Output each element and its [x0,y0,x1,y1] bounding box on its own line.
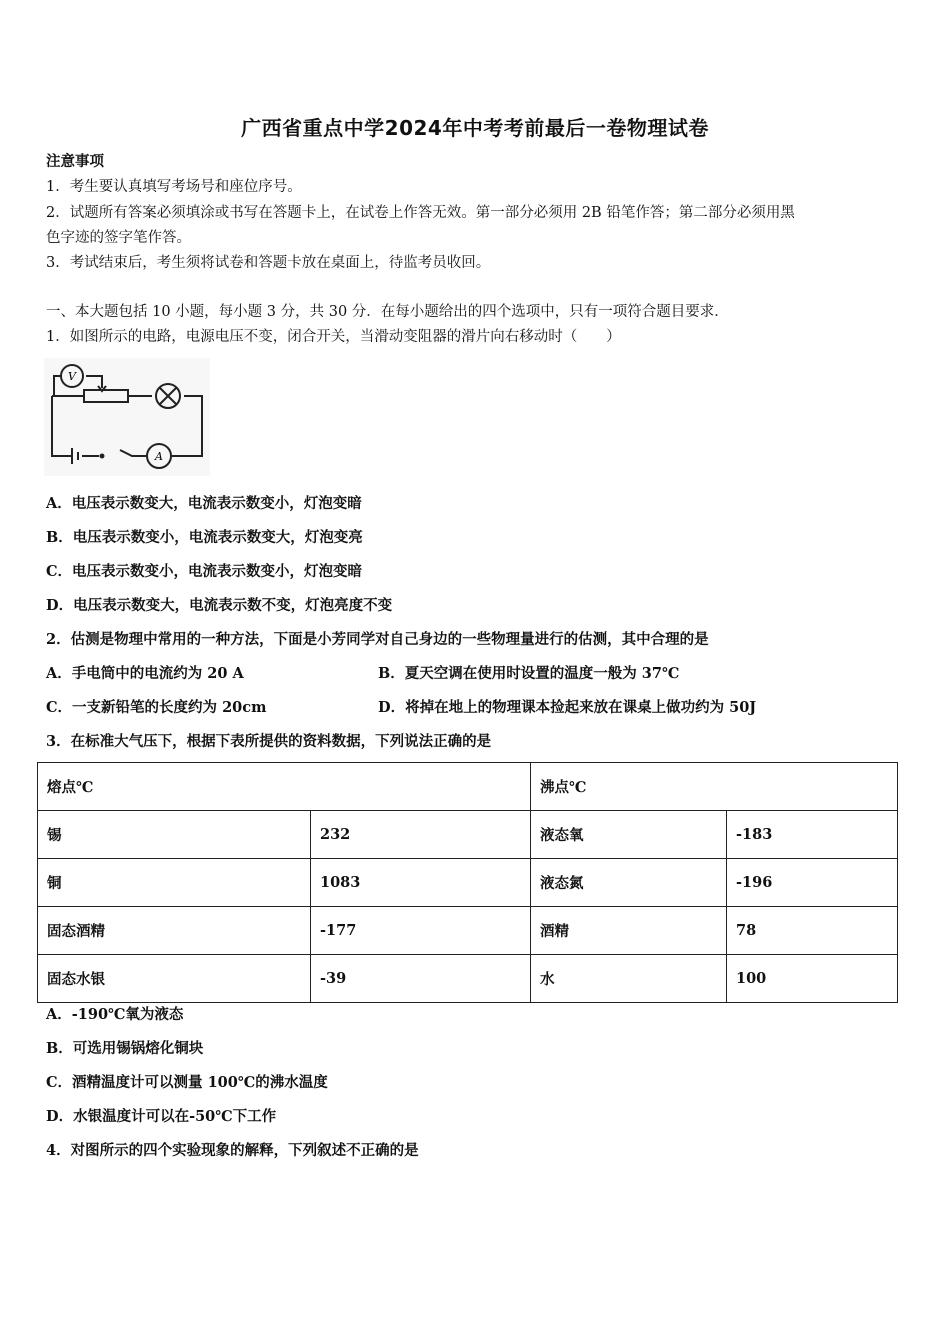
notice-heading: 注意事项 [46,153,104,170]
table-cell: -39 [311,955,531,1003]
question-2-option-d: D．将掉在地上的物理课本捡起来放在课桌上做功约为 50J [378,699,757,716]
question-1-option-d: D．电压表示数变大，电流表示数不变，灯泡亮度不变 [46,597,393,614]
notice-item-1: 1．考生要认真填写考场号和座位序号。 [46,179,302,195]
table-cell: 固态酒精 [38,907,311,955]
question-3-option-d: D．水银温度计可以在-50℃下工作 [46,1108,277,1125]
question-1-option-a: A．电压表示数变大，电流表示数变小，灯泡变暗 [46,495,362,512]
voltmeter-label: V [68,370,76,383]
question-1-option-c: C．电压表示数变小，电流表示数变小，灯泡变暗 [46,563,363,580]
table-row [38,859,898,907]
ammeter-label: A [155,450,163,463]
table-cell: 78 [727,907,898,955]
notice-item-3: 3．考试结束后，考生须将试卷和答题卡放在桌面上，待监考员收回。 [46,255,491,271]
question-2-option-c: C．一支新铅笔的长度约为 20cm [46,699,267,716]
table-row [38,955,898,1003]
table-header-row [38,763,898,811]
section-heading: 一、本大题包括 10 小题，每小题 3 分，共 30 分．在每小题给出的四个选项中，只有一项符合题目要求． [46,304,729,320]
table-cell: -177 [311,907,531,955]
page-title: 广西省重点中学2024年中考考前最后一卷物理试卷 [241,116,709,140]
table-cell: 液态氧 [531,811,727,859]
question-4-stem: 4．对图所示的四个实验现象的解释，下列叙述不正确的是 [46,1142,419,1159]
table-row [38,811,898,859]
table-cell: 232 [311,811,531,859]
table-cell: 液态氮 [531,859,727,907]
question-1-option-b: B．电压表示数变小，电流表示数变大，灯泡变亮 [46,529,363,546]
melting-boiling-table [37,762,898,1003]
table-cell: -183 [727,811,898,859]
question-3-option-b: B．可选用锡锅熔化铜块 [46,1040,204,1057]
question-2-option-a: A．手电筒中的电流约为 20 A [46,665,244,682]
table-cell: 固态水银 [38,955,311,1003]
table-cell: 100 [727,955,898,1003]
table-cell: -196 [727,859,898,907]
question-2-stem: 2．估测是物理中常用的一种方法，下面是小芳同学对自己身边的一些物理量进行的估测，其中合理的是 [46,631,709,648]
question-3-option-a: A．-190℃氧为液态 [46,1006,184,1023]
table-header-boiling: 沸点℃ [531,763,898,811]
table-header-melting: 熔点℃ [38,763,531,811]
question-2-option-b: B．夏天空调在使用时设置的温度一般为 37℃ [378,665,680,682]
table-cell: 铜 [38,859,311,907]
switch-pivot [100,454,105,459]
table-cell: 1083 [311,859,531,907]
table-cell: 锡 [38,811,311,859]
circuit-diagram [44,358,210,476]
table-cell: 酒精 [531,907,727,955]
question-3-stem: 3．在标准大气压下，根据下表所提供的资料数据，下列说法正确的是 [46,733,492,750]
question-1-stem: 1．如图所示的电路，电源电压不变，闭合开关，当滑动变阻器的滑片向右移动时（ ） [46,329,621,345]
notice-item-2: 2．试题所有答案必须填涂或书写在答题卡上，在试卷上作答无效。第一部分必须用 2B 铅笔作答；第二部分必须用黑 [46,205,795,221]
table-cell: 水 [531,955,727,1003]
notice-item-2-cont: 色字迹的签字笔作答。 [46,230,191,246]
question-3-option-c: C．酒精温度计可以测量 100℃的沸水温度 [46,1074,328,1091]
table-row [38,907,898,955]
